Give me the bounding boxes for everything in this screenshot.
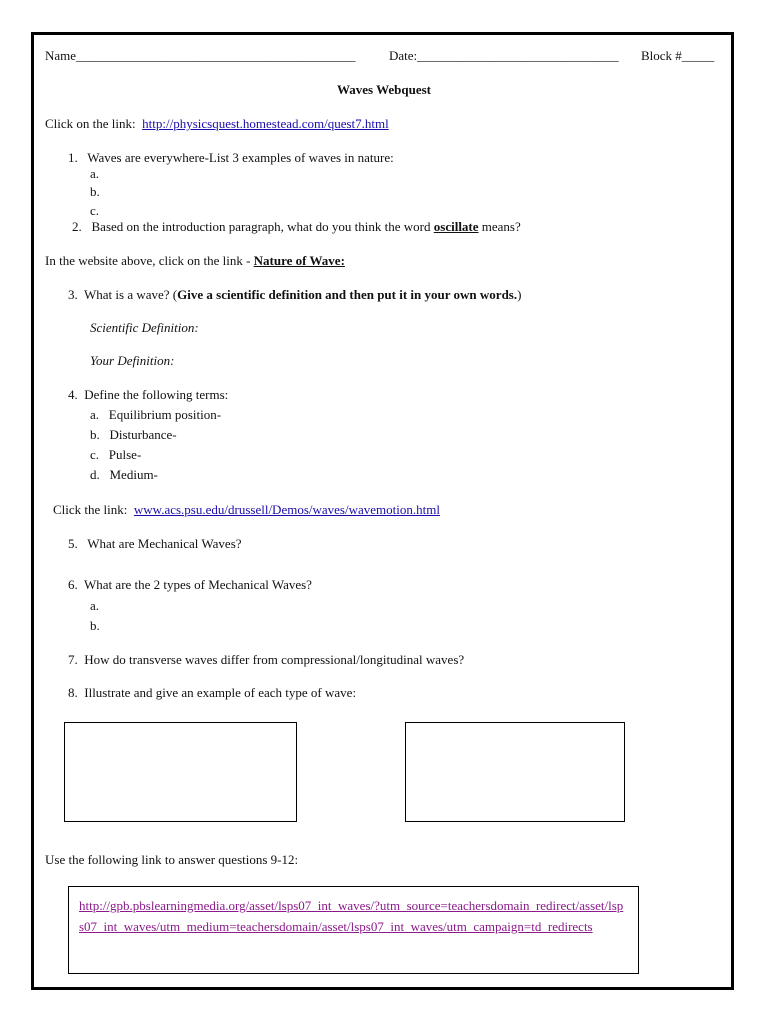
q7-number: 7. [68, 652, 78, 667]
page-title: Waves Webquest [336, 82, 432, 97]
q6-item-a: a. [90, 598, 100, 613]
q1-item-c: c. [90, 203, 100, 218]
nature-of-wave-link[interactable]: Nature of Wave: [253, 253, 345, 268]
question-1 [68, 150, 394, 166]
q8-number: 8. [68, 685, 78, 700]
q4-item-letter: d. [90, 467, 100, 482]
q2-keyword: oscillate [433, 219, 479, 234]
question-4 [68, 387, 228, 403]
question-7 [68, 652, 464, 668]
q2-text-after: means? [481, 219, 521, 234]
q3-bold-text: Give a scientific definition and then put it in your own words. [177, 287, 518, 302]
wavemotion-link[interactable]: www.acs.psu.edu/drussell/Demos/waves/wavemotion.html [133, 502, 440, 517]
q4-text: Define the following terms: [84, 387, 229, 402]
question-3 [68, 287, 521, 303]
q4-item-letter: a. [90, 407, 100, 422]
physicsquest-link[interactable]: http://physicsquest.homestead.com/quest7.html [142, 116, 389, 131]
q3-text-before: What is a wave? ( [84, 287, 178, 302]
section2-intro: In the website above, click on the link - [45, 253, 251, 268]
illustration-box-longitudinal[interactable] [405, 722, 625, 822]
q4-item-b [90, 427, 177, 443]
q4-item-d [90, 467, 158, 483]
section1-line [45, 116, 389, 132]
q5-number: 5. [68, 536, 78, 551]
date-field[interactable] [389, 48, 619, 64]
your-definition-label: Your Definition: [90, 353, 175, 368]
name-label: Name___________________________________________ [45, 48, 356, 63]
q4-number: 4. [68, 387, 78, 402]
q1-item-a: a. [90, 166, 100, 181]
q1-item-b: b. [90, 184, 100, 199]
q1-text: Waves are everywhere-List 3 examples of waves in nature: [87, 150, 394, 165]
section1-intro: Click on the link: [45, 116, 136, 131]
q4-item-term: Medium- [109, 467, 158, 482]
q4-item-letter: c. [90, 447, 100, 462]
q6-number: 6. [68, 577, 78, 592]
q4-item-term: Equilibrium position- [108, 407, 222, 422]
section3-intro: Click the link: [53, 502, 128, 517]
illustration-box-transverse[interactable] [64, 722, 297, 822]
q6-item-b: b. [90, 618, 100, 633]
q4-item-term: Pulse- [108, 447, 142, 462]
block-label: Block #_____ [641, 48, 715, 63]
q4-item-a [90, 407, 221, 423]
q3-text-after: ) [517, 287, 522, 302]
question-5 [68, 536, 242, 552]
date-label: Date:_______________________________ [389, 48, 619, 63]
pbs-link-box [68, 886, 639, 974]
section3-line [53, 502, 440, 518]
name-field[interactable] [45, 48, 356, 64]
block-field[interactable] [641, 48, 714, 64]
q3-number: 3. [68, 287, 78, 302]
q4-item-letter: b. [90, 427, 100, 442]
q8-text: Illustrate and give an example of each type of wave: [84, 685, 357, 700]
pbs-learning-media-link[interactable]: http://gpb.pbslearningmedia.org/asset/lsps07_int_waves/?utm_source=teachersdomain_redirect/asset/lsps07_int_waves/utm_medium=teachersdomain/asset/lsps07_int_waves/utm_campaign=td_redirects [79, 898, 624, 934]
q4-item-term: Disturbance- [109, 427, 177, 442]
scientific-definition-label: Scientific Definition: [90, 320, 199, 335]
q2-number: 2. [72, 219, 82, 234]
section2-line [45, 253, 345, 269]
question-8 [68, 685, 356, 701]
q7-text: How do transverse waves differ from compressional/longitudinal waves? [84, 652, 465, 667]
question-2 [72, 219, 521, 235]
q6-text: What are the 2 types of Mechanical Waves? [84, 577, 312, 592]
section4-intro: Use the following link to answer questions 9-12: [45, 852, 299, 867]
q5-text: What are Mechanical Waves? [87, 536, 242, 551]
q4-item-c [90, 447, 141, 463]
q2-text-before: Based on the introduction paragraph, what do you think the word [91, 219, 431, 234]
question-6 [68, 577, 312, 593]
q1-number: 1. [68, 150, 78, 165]
